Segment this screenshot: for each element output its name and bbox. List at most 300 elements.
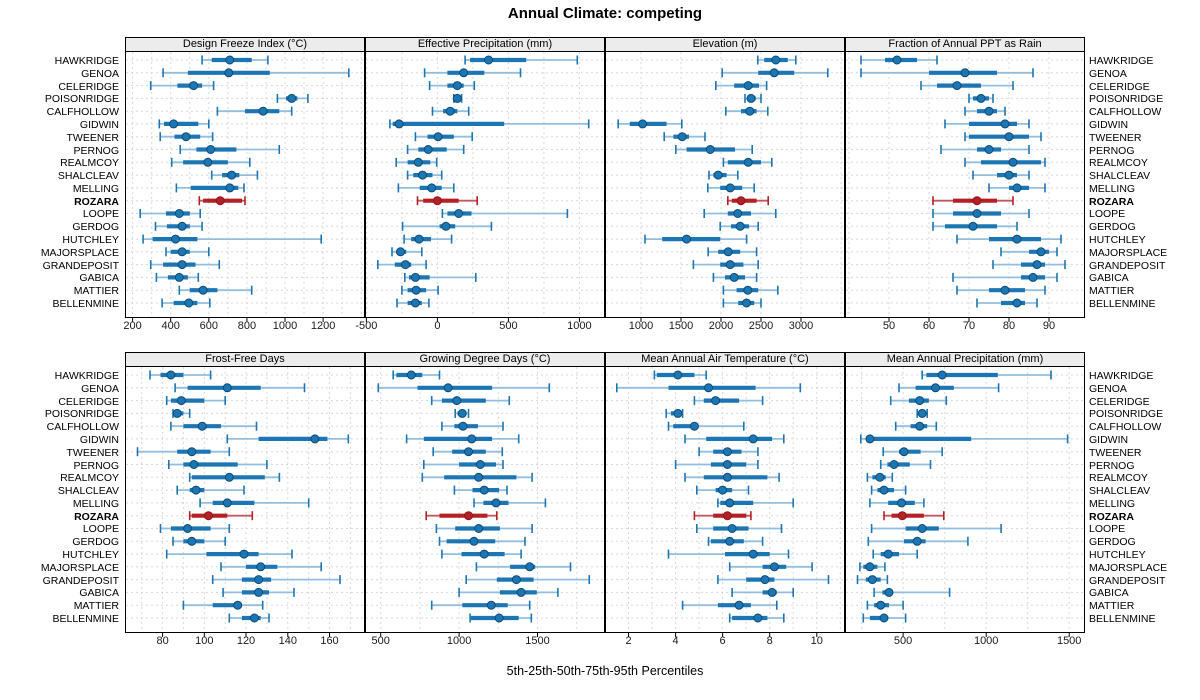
site-label: CALFHOLLOW (46, 421, 119, 434)
percentile-row (718, 498, 793, 507)
panel-mean-annual-precipitation (845, 352, 1085, 649)
percentile-row (683, 601, 777, 610)
percentile-row (140, 209, 200, 218)
site-label: HUTCHLEY (62, 234, 119, 247)
panel-title: Growing Degree Days (°C) (419, 353, 551, 365)
percentile-row (872, 524, 1002, 533)
site-label: MAJORSPLACE (40, 246, 119, 259)
site-label: POISONRIDGE (1089, 408, 1164, 421)
axis-tick-label: 2 (625, 635, 632, 647)
site-label: REALMCOY (60, 472, 119, 485)
x-axis (365, 633, 605, 649)
percentile-row (175, 383, 304, 392)
site-label: GABICA (1089, 587, 1129, 600)
percentile-row (143, 235, 321, 244)
site-label: MELLING (1089, 182, 1136, 195)
percentile-row (699, 447, 758, 456)
panel-title: Mean Annual Precipitation (mm) (886, 353, 1044, 365)
panel-strip (365, 37, 605, 52)
site-label: GENOA (1089, 382, 1127, 395)
percentile-row (874, 588, 950, 597)
percentile-row (173, 537, 225, 546)
percentile-row (161, 524, 230, 533)
percentile-row (709, 171, 738, 180)
percentile-row (430, 81, 475, 90)
site-label: CALFHOLLOW (46, 106, 119, 119)
percentile-row (167, 550, 292, 559)
x-axis (605, 318, 845, 334)
percentile-row (973, 171, 1029, 180)
site-label: GIDWIN (1089, 118, 1129, 131)
x-axis (605, 633, 845, 649)
axis-tick-label: 1200 (310, 320, 336, 332)
panel-plot-svg (365, 366, 605, 639)
axis-tick-label: 140 (278, 635, 297, 647)
percentile-row (403, 222, 492, 231)
axis-tick-label: 1500 (1056, 635, 1082, 647)
site-label: TWEENER (66, 131, 119, 144)
site-label: MAJORSPLACE (1089, 246, 1168, 259)
percentile-row (618, 119, 682, 128)
site-label: BELLENMINE (1089, 298, 1156, 310)
axis-tick-label: 1000 (628, 320, 654, 332)
axis-tick-label: 3000 (788, 320, 814, 332)
percentile-row (199, 196, 245, 205)
x-axis-caption: 5th-25th-50th-75th-95th Percentiles (506, 664, 704, 678)
site-label: TWEENER (1089, 446, 1142, 459)
percentile-row (708, 183, 754, 192)
panel-title: Fraction of Annual PPT as Rain (888, 38, 1042, 50)
percentile-row (617, 383, 801, 392)
percentile-row (969, 94, 993, 103)
site-labels-bottom-right (1089, 367, 1199, 634)
percentile-row (989, 183, 1045, 192)
percentile-row (867, 601, 903, 610)
percentile-row (176, 183, 244, 192)
site-label: MELLING (1089, 497, 1136, 510)
site-label: PERNOG (1089, 459, 1135, 472)
panel-plot-svg (845, 366, 1085, 639)
percentile-row (664, 132, 705, 141)
percentile-row (933, 222, 1017, 231)
percentile-row (921, 81, 1013, 90)
site-label: HAWKRIDGE (1089, 55, 1154, 67)
percentile-row (393, 371, 439, 380)
percentile-row (704, 209, 776, 218)
panel-plot-svg (125, 51, 365, 324)
percentile-row (697, 486, 749, 495)
panel-title: Elevation (m) (692, 38, 758, 50)
percentile-row (863, 614, 905, 623)
panel-strip (845, 352, 1085, 367)
site-label: REALMCOY (60, 157, 119, 170)
percentile-row (172, 158, 250, 167)
percentile-row (881, 460, 931, 469)
percentile-row (223, 588, 294, 597)
site-label: CELERIDGE (58, 395, 119, 408)
panel-elevation (605, 37, 845, 334)
percentile-row (190, 511, 253, 520)
percentile-row (433, 447, 502, 456)
axis-tick-label: 1500 (668, 320, 694, 332)
percentile-row (861, 68, 1033, 77)
site-label: MAJORSPLACE (40, 561, 119, 574)
percentile-row (442, 209, 567, 218)
percentile-row (151, 81, 214, 90)
percentile-row (872, 486, 906, 495)
axis-tick-label: 1000 (567, 320, 592, 332)
percentile-row (867, 473, 892, 482)
site-label: GIDWIN (79, 433, 119, 446)
axis-tick-label: 1500 (525, 635, 550, 647)
site-label: MELLING (72, 497, 119, 510)
panel-frost-free-days (125, 352, 365, 649)
percentile-row (156, 273, 198, 282)
percentile-row (723, 299, 761, 308)
site-label: GERDOG (1089, 221, 1136, 234)
percentile-row (758, 56, 796, 65)
percentile-row (407, 434, 519, 443)
percentile-row (221, 562, 321, 571)
panel-effective-precipitation (355, 37, 605, 334)
site-label: PERNOG (73, 459, 119, 472)
percentile-row (870, 498, 924, 507)
axis-tick-label: 1000 (973, 635, 999, 647)
axis-tick-label: 8 (766, 635, 773, 647)
axis-tick-label: 200 (123, 320, 142, 332)
axis-tick-label: 120 (236, 635, 256, 647)
percentile-row (442, 422, 503, 431)
percentile-row (873, 550, 917, 559)
percentile-row (396, 158, 437, 167)
site-label: PERNOG (1089, 144, 1135, 157)
percentile-row (730, 614, 784, 623)
panel-plot-svg (605, 51, 845, 324)
site-label: GENOA (81, 67, 119, 80)
axis-tick-label: 500 (371, 635, 390, 647)
site-label: GENOA (81, 382, 119, 395)
site-label: SHALCLEAV (57, 170, 119, 183)
axis-tick-label: 100 (195, 635, 214, 647)
percentile-row (685, 434, 784, 443)
percentile-row (200, 498, 309, 507)
percentile-row (685, 473, 779, 482)
site-label: CALFHOLLOW (1089, 106, 1162, 119)
x-axis (125, 318, 365, 334)
percentile-row (965, 158, 1045, 167)
percentile-row (402, 286, 438, 295)
site-label: ROZARA (1089, 510, 1134, 523)
percentile-row (432, 396, 510, 405)
percentile-row (408, 145, 464, 154)
percentile-row (424, 460, 503, 469)
percentile-row (718, 575, 829, 584)
panel-plot-svg (845, 51, 1085, 324)
percentile-row (425, 68, 521, 77)
percentile-row (378, 383, 549, 392)
percentile-row (732, 588, 793, 597)
site-label: GABICA (79, 587, 119, 600)
percentile-row (669, 422, 744, 431)
axis-tick-label: 6 (719, 635, 726, 647)
site-label: SHALCLEAV (1089, 485, 1151, 498)
x-axis (125, 633, 365, 649)
axis-tick-label: 500 (499, 320, 518, 332)
percentile-row (432, 601, 530, 610)
site-label: GIDWIN (79, 118, 119, 131)
site-label: CALFHOLLOW (1089, 421, 1162, 434)
site-label: ROZARA (1089, 195, 1134, 208)
percentile-row (669, 550, 789, 559)
panel-plot (365, 366, 605, 633)
site-label: GERDOG (72, 536, 119, 549)
percentile-row (190, 473, 280, 482)
percentile-row (459, 588, 558, 597)
site-label: LOOPE (1089, 208, 1126, 221)
site-label: GRANDEPOSIT (42, 574, 119, 587)
percentile-row (861, 56, 937, 65)
site-label: HAWKRIDGE (54, 55, 119, 67)
axis-tick-label: -500 (355, 320, 378, 332)
percentile-row (645, 235, 747, 244)
site-label: SHALCLEAV (57, 485, 119, 498)
percentile-row (476, 562, 570, 571)
site-label: MATTIER (73, 285, 119, 298)
percentile-row (722, 68, 828, 77)
site-label: GRANDEPOSIT (1089, 259, 1166, 272)
percentile-row (455, 409, 468, 418)
site-label: MAJORSPLACE (1089, 561, 1168, 574)
percentile-row (896, 422, 937, 431)
site-label: ROZARA (74, 195, 119, 208)
percentile-row (217, 107, 291, 116)
percentile-row (654, 371, 706, 380)
site-label: MATTIER (1089, 600, 1135, 613)
percentile-row (899, 383, 999, 392)
axis-tick-label: 10 (810, 635, 823, 647)
percentile-row (163, 68, 349, 77)
panel-mean-annual-air-temperature (605, 352, 845, 649)
percentile-row (150, 371, 211, 380)
percentile-row (977, 299, 1037, 308)
percentile-row (709, 537, 763, 546)
site-label: REALMCOY (1089, 472, 1148, 485)
site-label: GERDOG (72, 221, 119, 234)
site-label: CELERIDGE (1089, 395, 1150, 408)
percentile-row (723, 286, 777, 295)
percentile-row (965, 132, 1041, 141)
panel-strip (125, 352, 365, 367)
panel-plot-svg (365, 51, 605, 324)
site-label: HAWKRIDGE (1089, 370, 1154, 382)
percentile-row (202, 56, 268, 65)
percentile-row (454, 486, 507, 495)
percentile-row (442, 550, 521, 559)
percentile-row (693, 260, 758, 269)
axis-tick-label: 4 (672, 635, 679, 647)
percentile-row (404, 235, 452, 244)
percentile-row (860, 562, 885, 571)
site-label: CELERIDGE (58, 80, 119, 93)
x-axis (845, 318, 1085, 334)
percentile-row (933, 196, 1013, 205)
percentile-row (730, 562, 812, 571)
axis-tick-label: 70 (962, 320, 976, 332)
panel-plot-svg (605, 366, 845, 639)
percentile-row (213, 575, 340, 584)
site-label: GABICA (1089, 272, 1129, 285)
site-label: GENOA (1089, 67, 1127, 80)
axis-tick-label: 600 (199, 320, 218, 332)
site-label: MATTIER (1089, 285, 1135, 298)
panel-fraction-annual-ppt-rain (845, 37, 1085, 334)
axis-tick-label: 800 (237, 320, 257, 332)
percentile-row (183, 601, 262, 610)
site-label: BELLENMINE (1089, 613, 1156, 625)
panel-title: Mean Annual Air Temperature (°C) (641, 353, 809, 365)
percentile-row (405, 273, 476, 282)
site-label: CELERIDGE (1089, 80, 1150, 93)
panel-plot (605, 51, 845, 318)
site-label: BELLENMINE (52, 613, 119, 625)
axis-tick-label: 1000 (272, 320, 298, 332)
x-axis (355, 318, 605, 334)
site-label: GABICA (79, 272, 119, 285)
percentile-row (470, 614, 531, 623)
percentile-row (713, 273, 756, 282)
site-label: PERNOG (73, 144, 119, 157)
percentile-row (173, 409, 190, 418)
panel-strip (365, 352, 605, 367)
site-label: GRANDEPOSIT (42, 259, 119, 272)
site-labels-bottom-left (2, 367, 119, 634)
panel-strip (125, 37, 365, 52)
axis-tick-label: 50 (882, 320, 896, 332)
axis-tick-label: 500 (893, 635, 913, 647)
panel-plot-svg (125, 366, 365, 639)
panel-growing-degree-days (365, 352, 605, 649)
site-label: LOOPE (1089, 523, 1126, 536)
percentile-row (397, 299, 429, 308)
axis-tick-label: 160 (320, 635, 339, 647)
site-label: LOOPE (82, 523, 119, 536)
percentile-row (156, 222, 203, 231)
site-label: GERDOG (1089, 536, 1136, 549)
percentile-row (676, 460, 758, 469)
percentile-row (422, 473, 532, 482)
axis-tick-label: 80 (156, 635, 169, 647)
percentile-row (884, 511, 944, 520)
panel-design-freeze-index (125, 37, 365, 334)
site-label: HUTCHLEY (1089, 234, 1146, 247)
percentile-row (433, 107, 469, 116)
site-label: TWEENER (1089, 131, 1142, 144)
panel-title: Design Freeze Index (°C) (182, 38, 308, 50)
percentile-row (697, 524, 782, 533)
panel-plot (365, 51, 605, 318)
axis-tick-label: 2000 (708, 320, 734, 332)
percentile-row (941, 145, 1029, 154)
percentile-row (159, 119, 209, 128)
percentile-row (166, 247, 209, 256)
percentile-row (426, 511, 497, 520)
percentile-row (953, 273, 1057, 282)
percentile-row (694, 396, 762, 405)
site-label: MELLING (72, 182, 119, 195)
percentile-row (453, 94, 461, 103)
percentile-row (868, 537, 968, 546)
panel-plot (845, 366, 1085, 633)
site-label: HAWKRIDGE (54, 370, 119, 382)
percentile-row (277, 94, 308, 103)
site-labels-top-right (1089, 52, 1199, 319)
axis-tick-label: 0 (434, 320, 441, 332)
percentile-row (466, 575, 589, 584)
panel-plot (845, 51, 1085, 318)
panel-plot (125, 51, 365, 318)
percentile-row (716, 81, 767, 90)
percentile-row (440, 537, 526, 546)
panel-plot (605, 366, 845, 633)
site-label: LOOPE (82, 208, 119, 221)
percentile-row (676, 145, 752, 154)
percentile-row (728, 196, 768, 205)
chart-title: Annual Climate: competing (507, 5, 703, 22)
percentile-row (167, 396, 226, 405)
axis-tick-label: 80 (1002, 320, 1016, 332)
panel-strip (605, 352, 845, 367)
percentile-row (160, 132, 212, 141)
percentile-row (883, 447, 942, 456)
x-axis (845, 633, 1085, 649)
percentile-row (965, 107, 1005, 116)
axis-tick-label: 60 (922, 320, 936, 332)
percentile-row (180, 145, 279, 154)
site-label: GIDWIN (1089, 433, 1129, 446)
percentile-row (917, 409, 927, 418)
percentile-row (390, 119, 589, 128)
site-label: ROZARA (74, 510, 119, 523)
site-label: GRANDEPOSIT (1089, 574, 1166, 587)
site-label: TWEENER (66, 446, 119, 459)
percentile-row (708, 247, 756, 256)
percentile-row (418, 196, 478, 205)
percentile-row (398, 183, 453, 192)
percentile-row (891, 396, 947, 405)
axis-tick-label: 90 (1042, 320, 1056, 332)
percentile-row (474, 498, 545, 507)
panel-strip (845, 37, 1085, 52)
site-label: POISONRIDGE (44, 408, 119, 421)
percentile-row (993, 260, 1065, 269)
axis-tick-label: 1000 (446, 635, 472, 647)
site-label: POISONRIDGE (44, 93, 119, 106)
percentile-row (212, 171, 258, 180)
panel-title: Effective Precipitation (mm) (417, 38, 553, 50)
percentile-row (392, 247, 422, 256)
site-label: MATTIER (73, 600, 119, 613)
percentile-row (408, 171, 442, 180)
percentile-row (229, 614, 269, 623)
axis-tick-label: 2500 (748, 320, 774, 332)
site-labels-top-left (2, 52, 119, 319)
site-label: HUTCHLEY (1089, 549, 1146, 562)
panel-plot (125, 366, 365, 633)
percentile-row (945, 119, 1029, 128)
percentile-row (465, 56, 577, 65)
site-label: POISONRIDGE (1089, 93, 1164, 106)
site-label: SHALCLEAV (1089, 170, 1151, 183)
